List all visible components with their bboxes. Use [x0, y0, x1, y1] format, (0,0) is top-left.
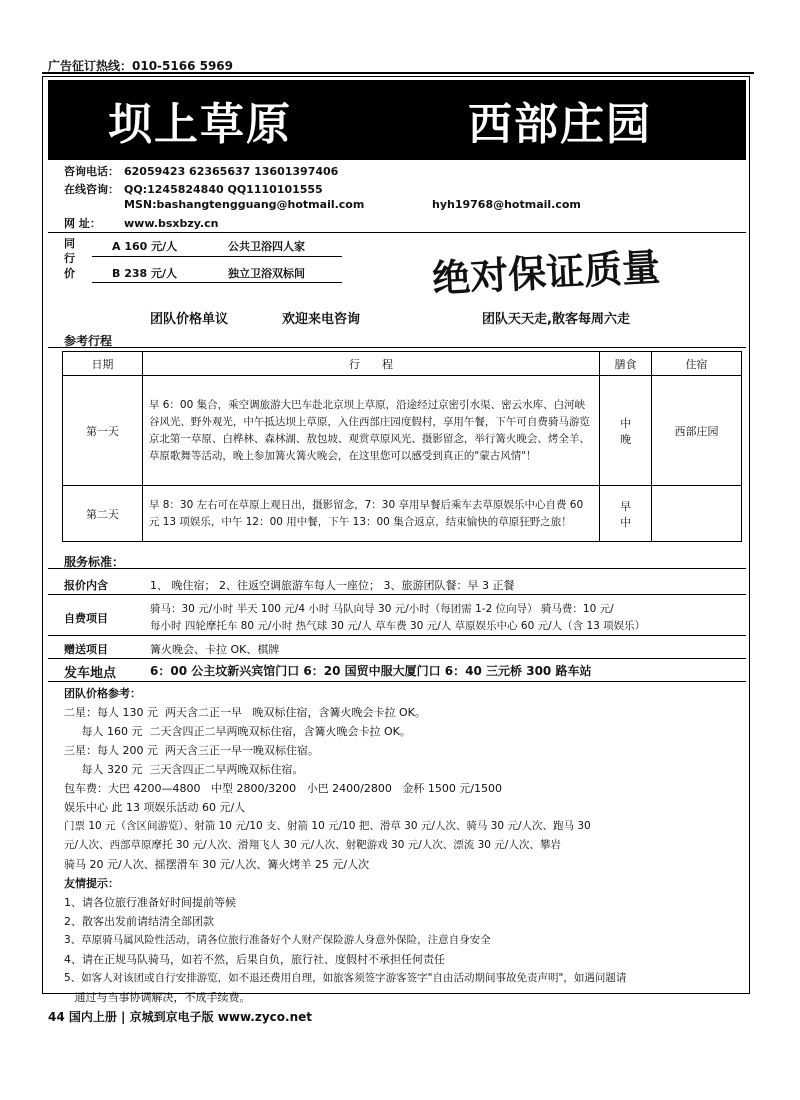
contact-phone-row	[64, 163, 338, 179]
gift-text: 篝火晚会、卡拉 OK、棋牌	[150, 643, 280, 656]
phone-label: 咨询电话：	[64, 165, 119, 178]
price-a: A 160 元/人	[112, 240, 178, 253]
optional-text-1: 骑马：30 元/小时 半天 100 元/4 小时 马队向导 30 元/小时（每团需 1-2 位向导） 骑马费：10 元/	[150, 603, 614, 615]
col-trip-header: 行 程	[142, 352, 599, 376]
departure-text: 6：00 公主坟新兴宾馆门口 6：20 国贸中服大厦门口 6：40 三元桥 300 路车站	[150, 664, 592, 678]
group-line: 二星：每人 130 元 两天含二正一早 晚双标住宿，含篝火晚会卡拉 OK。	[64, 706, 426, 719]
ad-hotline: 广告征订热线：010-5166 5969	[48, 59, 234, 73]
tip-item: 通过与当事协调解决，不成手续费。	[64, 991, 251, 1004]
col-meal-header: 膳食	[600, 352, 652, 376]
price-b: B 238 元/人	[112, 267, 178, 280]
page-footer: 44 国内上册 | 京城到京电子版 www.zyco.net	[48, 1010, 312, 1024]
divider	[92, 256, 342, 257]
tips-heading: 友情提示：	[64, 877, 119, 890]
group-heading: 团队价格参考：	[64, 687, 141, 700]
day2-text: 早 8：30 左右可在草原上观日出，摄影留念，7：30 享用早餐后乘车去草原娱乐中心自费 60 元 13 项娱乐，中午 12：00 用中餐，下午 13：00 集合返京，结束愉快的草原狂野之旅！	[142, 486, 599, 542]
divider	[48, 568, 746, 569]
group-line: 骑马 20 元/人次、摇摆滑车 30 元/人次、篝火烤羊 25 元/人次	[64, 858, 370, 871]
group-line: 娱乐中心 此 13 项娱乐活动 60 元/人	[64, 801, 246, 814]
msn-address: MSN:bashangtengguang@hotmail.com	[124, 198, 365, 211]
day1-stay: 西部庄园	[652, 376, 742, 486]
contact-web-row	[64, 215, 218, 231]
qq-numbers: QQ:1245824840 QQ1110101555	[124, 183, 323, 196]
divider	[48, 635, 746, 636]
itinerary-heading: 参考行程	[64, 334, 113, 348]
day1-label: 第一天	[63, 376, 143, 486]
price-b-desc: 独立卫浴双标间	[228, 267, 305, 280]
table-row	[63, 486, 742, 542]
price-a-desc: 公共卫浴四人家	[228, 240, 305, 253]
title-right: 西部庄园	[468, 99, 652, 150]
divider	[48, 347, 746, 348]
tip-item: 3、草原骑马属风险性活动，请各位旅行准备好个人财产保险游人身意外保险，注意自身安全	[64, 934, 491, 946]
departure-label: 发车地点	[64, 666, 117, 681]
title-left: 坝上草原	[108, 99, 292, 150]
day1-meal: 中 晚	[600, 376, 652, 486]
promo-departure: 团队天天走,散客每周六走	[482, 312, 630, 327]
group-line: 元/人次、西部草原摩托 30 元/人次、滑翔飞人 30 元/人次、射靶游戏 30 元/人次、漂流 30 元/人次、攀岩	[64, 839, 561, 851]
group-line: 每人 160 元 二天含四正二早两晚双标住宿，含篝火晚会卡拉 OK。	[64, 725, 411, 738]
day2-meal: 早 中	[600, 486, 652, 542]
website: www.bsxbzy.cn	[124, 217, 219, 230]
table-row	[63, 376, 742, 486]
tip-item: 1、请各位旅行准备好时间提前等候	[64, 896, 236, 909]
divider	[48, 681, 746, 682]
tip-item: 4、请在正规马队骑马，如若不然，后果自负，旅行社、度假村不承担任何责任	[64, 953, 445, 966]
table-row	[63, 352, 742, 376]
divider	[48, 594, 746, 595]
optional-label: 自费项目	[64, 612, 108, 625]
service-heading: 服务标准：	[64, 555, 125, 569]
group-line: 三星：每人 200 元 两天含三正一早一晚双标住宿。	[64, 744, 319, 757]
day2-stay	[652, 486, 742, 542]
itinerary-table	[62, 351, 742, 542]
quality-slogan: 绝对保证质量	[431, 244, 662, 301]
title-banner	[48, 80, 746, 160]
divider	[92, 282, 342, 283]
group-line: 包车费：大巴 4200—4800 中型 2800/3200 小巴 2400/2800 金杯 1500 元/1500	[64, 782, 503, 795]
tip-item: 5、如客人对该团或自行安排游览，如不退还费用自理，如旅客须签字游客签字"自由活动期间事故免责声明"，如遇问题请	[64, 972, 627, 984]
included-label: 报价内含	[64, 579, 108, 592]
web-label: 网 址：	[64, 217, 101, 230]
group-line: 门票 10 元（含区间游览）、射箭 10 元/10 支、射箭 10 元/10 把、滑草 30 元/人次、骑马 30 元/人次、跑马 30	[64, 820, 591, 832]
group-line: 每人 320 元 三天含四正二早两晚双标住宿。	[64, 763, 304, 776]
top-divider	[42, 72, 754, 74]
contact-qq-row	[64, 181, 323, 197]
day1-text: 早 6：00 集合，乘空调旅游大巴车赴北京坝上草原，沿途经过京密引水渠、密云水库、白河峡谷风光、野外观光，中午抵达坝上草原，入住西部庄园度假村，享用午餐，下午可自费骑马游览京北第一草原、白桦林、森林湖、敖包坡、观赏草原风光、摄影留念，举行篝火晚会、烤全羊、草原歌舞等活动，晚上参加篝火篝火晚会，在这里您可以感受到真正的"蒙古风情"！	[142, 376, 599, 486]
phone-numbers: 62059423 62365637 13601397406	[124, 165, 339, 178]
tip-item: 2、散客出发前请结清全部团款	[64, 915, 214, 928]
col-day-header: 日期	[63, 352, 143, 376]
price-side-label: 同 行 价	[64, 237, 75, 280]
divider	[48, 232, 746, 233]
email-address: hyh19768@hotmail.com	[432, 198, 581, 211]
col-stay-header: 住宿	[652, 352, 742, 376]
gift-label: 赠送项目	[64, 643, 108, 656]
day2-label: 第二天	[63, 486, 143, 542]
promo-group-price: 团队价格单议	[150, 312, 229, 327]
online-label: 在线咨询：	[64, 183, 119, 196]
optional-text-2: 每小时 四轮摩托车 80 元/小时 热气球 30 元/人 草车费 30 元/人 草原娱乐中心 60 元/人（含 13 项娱乐）	[150, 620, 646, 632]
included-text: 1、 晚住宿； 2、往返空调旅游车每人一座位； 3、旅游团队餐：早 3 正餐	[150, 579, 515, 592]
group-pricing	[64, 684, 744, 1007]
promo-welcome: 欢迎来电咨询	[282, 312, 361, 327]
divider	[48, 658, 746, 659]
